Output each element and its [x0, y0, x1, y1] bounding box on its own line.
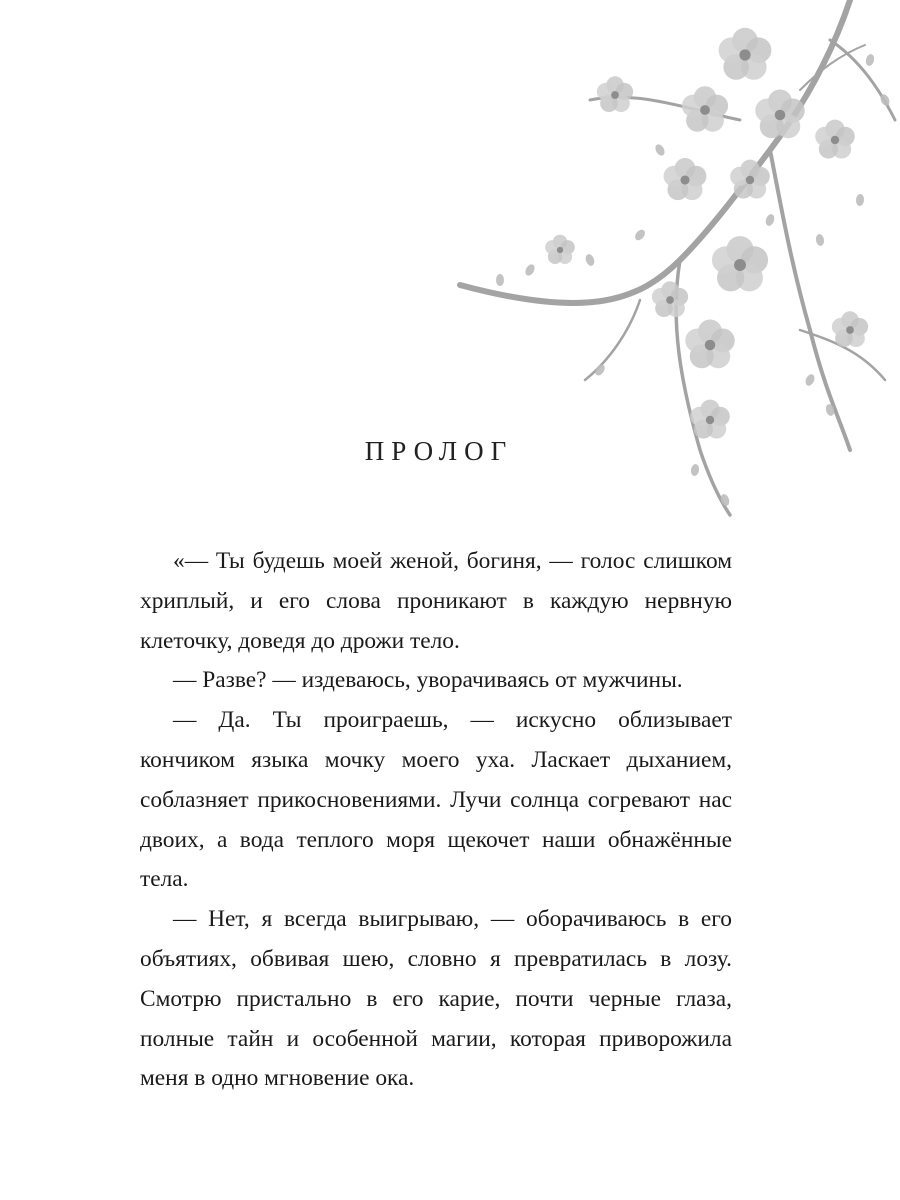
paragraph: «— Ты будешь моей женой, богиня, — голос слишком хриплый, и его слова проникают в каждую нервную клеточку, доведя до дрожи тело.	[140, 548, 732, 654]
paragraph: — Да. Ты проиграешь, — искусно облизывает кончиком языка мочку моего уха. Ласкает дыханием, соблазняет прикосновениями. Лучи солнца согревают нас двоих, а вода теплого моря щекочет наши обнажённые тела.	[140, 707, 732, 893]
body-text	[140, 542, 732, 1099]
chapter-title: ПРОЛОГ	[364, 436, 514, 466]
paragraph: — Разве? — издеваюсь, уворачиваясь от мужчины.	[173, 667, 683, 694]
paragraph: — Нет, я всегда выигрываю, — оборачиваюсь в его объятиях, обвивая шею, словно я превратилась в лозу. Смотрю пристально в его карие, почти черные глаза, полные тайн и особенной магии, которая приворожила меня в одно мгновение ока.	[140, 906, 732, 1092]
